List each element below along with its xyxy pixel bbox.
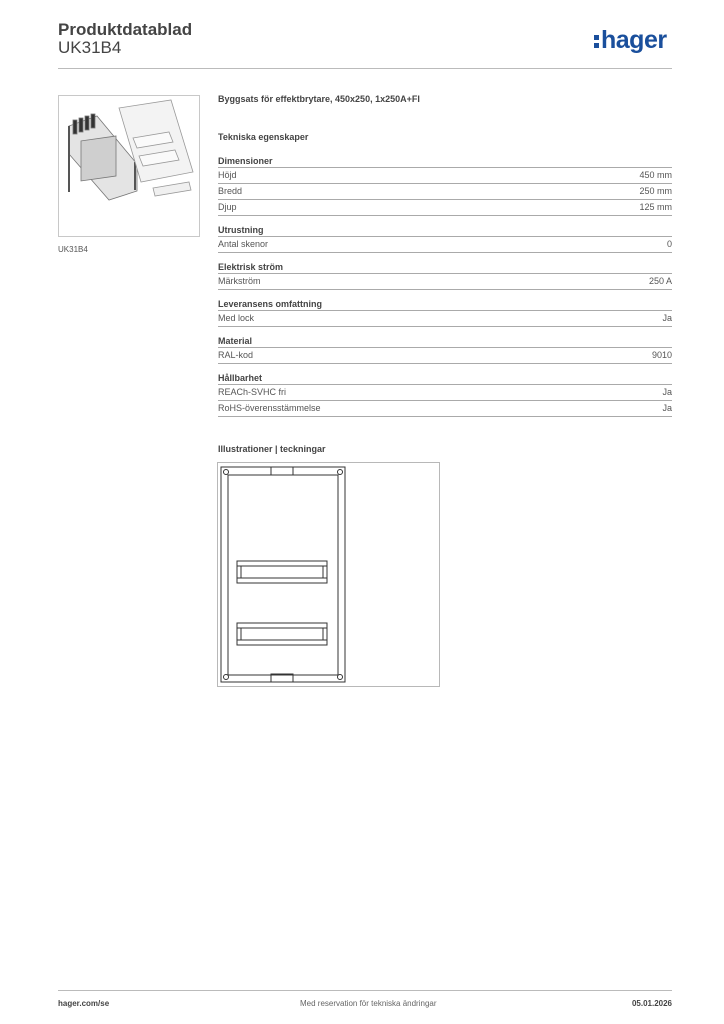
footer-date: 05.01.2026 bbox=[631, 999, 672, 1008]
rail-slot-icon bbox=[237, 623, 327, 645]
spec-label: Bredd bbox=[218, 186, 243, 196]
spec-value: 125 mm bbox=[639, 202, 672, 212]
group-delivery bbox=[218, 298, 672, 327]
spec-row bbox=[218, 274, 672, 290]
spec-row bbox=[218, 401, 672, 417]
footer-disclaimer: Med reservation för tekniska ändringar bbox=[300, 999, 437, 1008]
group-equipment bbox=[218, 224, 672, 253]
group-sustainability bbox=[218, 372, 672, 417]
technical-drawing bbox=[217, 462, 440, 687]
group-title: Dimensioner bbox=[218, 155, 672, 168]
spec-label: REACh-SVHC fri bbox=[218, 387, 287, 397]
spec-value: Ja bbox=[662, 403, 672, 413]
spec-label: RAL-kod bbox=[218, 350, 254, 360]
group-dimensions bbox=[218, 155, 672, 216]
spec-value: 0 bbox=[666, 239, 672, 249]
spec-value: Ja bbox=[662, 313, 672, 323]
spec-row bbox=[218, 184, 672, 200]
spec-label: RoHS-överensstämmelse bbox=[218, 403, 321, 413]
spec-value: 250 mm bbox=[639, 186, 672, 196]
product-description: Byggsats för effektbrytare, 450x250, 1x250A+FI bbox=[218, 94, 420, 104]
spec-label: Märkström bbox=[218, 276, 261, 286]
footer-divider bbox=[58, 990, 672, 991]
illustrations-heading: Illustrationer | teckningar bbox=[218, 444, 326, 454]
group-material bbox=[218, 335, 672, 364]
spec-row bbox=[218, 348, 672, 364]
page-title: Produktdatablad bbox=[58, 20, 193, 39]
image-caption: UK31B4 bbox=[58, 245, 88, 254]
spec-value: 450 mm bbox=[639, 170, 672, 180]
spec-row bbox=[218, 311, 672, 327]
logo-text: hager bbox=[601, 26, 667, 54]
spec-label: Antal skenor bbox=[218, 239, 269, 249]
product-image bbox=[58, 95, 200, 237]
logo-dots-icon bbox=[594, 28, 600, 50]
group-title: Elektrisk ström bbox=[218, 261, 672, 274]
spec-row bbox=[218, 168, 672, 184]
spec-label: Med lock bbox=[218, 313, 255, 323]
group-electrical bbox=[218, 261, 672, 290]
group-title: Material bbox=[218, 335, 672, 348]
tech-heading: Tekniska egenskaper bbox=[218, 132, 309, 142]
group-title: Utrustning bbox=[218, 224, 672, 237]
footer-website-link[interactable]: hager.com/se bbox=[58, 999, 110, 1008]
rail-slot-icon bbox=[237, 561, 327, 583]
spec-value: Ja bbox=[662, 387, 672, 397]
spec-row bbox=[218, 385, 672, 401]
spec-value: 250 A bbox=[648, 276, 672, 286]
group-title: Leveransens omfattning bbox=[218, 298, 672, 311]
header-divider bbox=[58, 68, 672, 69]
spec-row bbox=[218, 237, 672, 253]
spec-row bbox=[218, 200, 672, 216]
spec-table bbox=[218, 94, 672, 425]
spec-label: Djup bbox=[218, 202, 237, 212]
product-code: UK31B4 bbox=[58, 38, 122, 57]
group-title: Hållbarhet bbox=[218, 372, 672, 385]
hager-logo[interactable] bbox=[594, 28, 667, 53]
spec-value: 9010 bbox=[651, 350, 672, 360]
spec-label: Höjd bbox=[218, 170, 237, 180]
